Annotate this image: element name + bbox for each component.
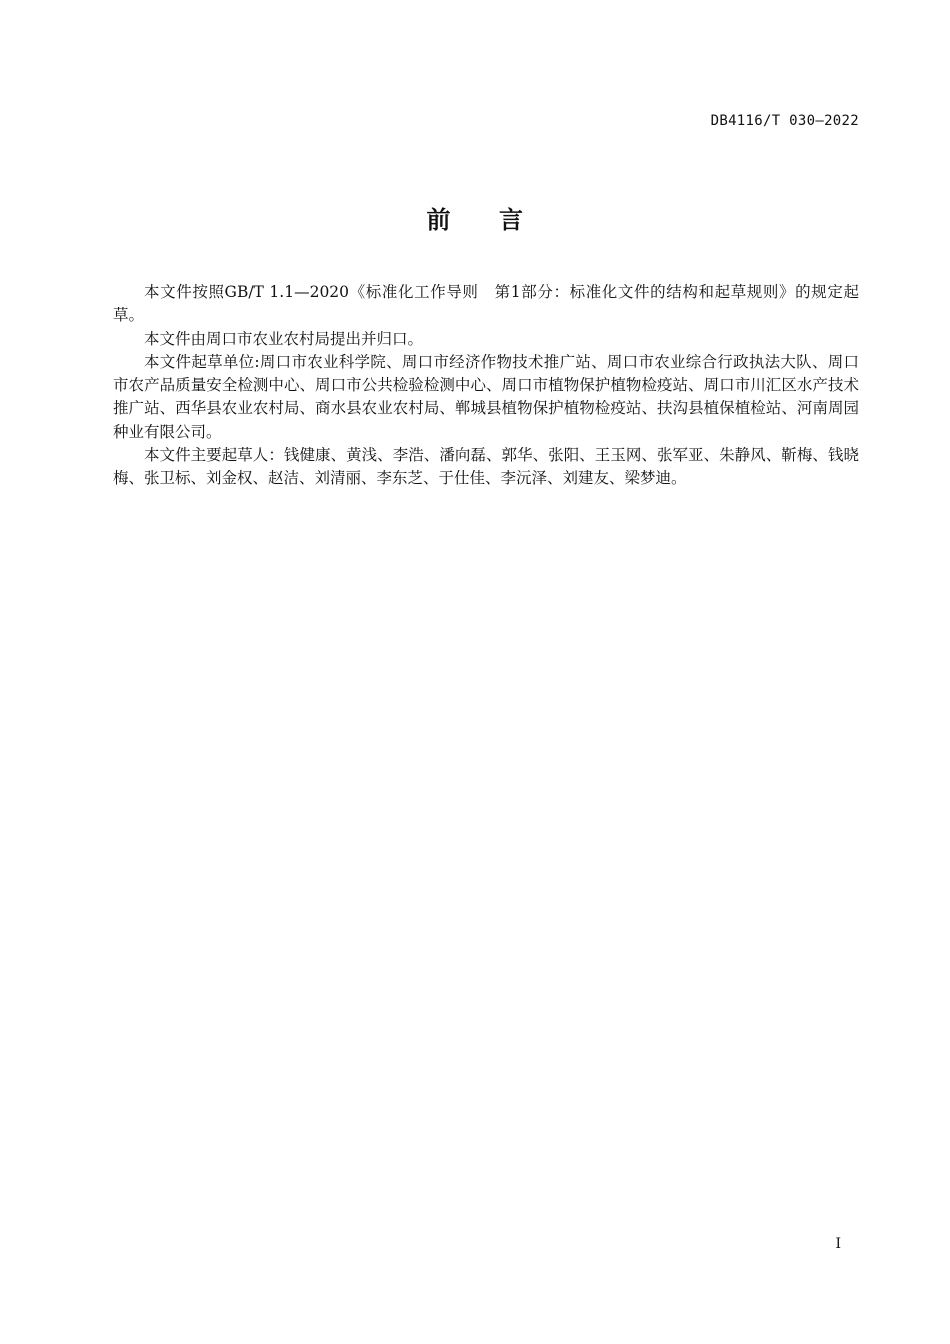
title-char-1: 前 bbox=[426, 206, 451, 234]
paragraph-drafting-units: 本文件起草单位:周口市农业科学院、周口市经济作物技术推广站、周口市农业综合行政执法大队、周口市农产品质量安全检测中心、周口市公共检验检测中心、周口市植物保护植物检疫站、周口市川汇区水产技术推广站、西华县农业农村局、商水县农业农村局、郸城县植物保护植物检疫站、扶沟县植保植检站、河南周园种业有限公司。 bbox=[113, 352, 859, 441]
page-number: I bbox=[835, 1236, 841, 1252]
title-char-2: 言 bbox=[499, 206, 524, 234]
document-code: DB4116/T 030—2022 bbox=[710, 113, 859, 129]
paragraph-drafters: 本文件主要起草人：钱健康、黄浅、李浩、潘向磊、郭华、张阳、王玉网、张军亚、朱静风、靳梅、钱晓梅、张卫标、刘金权、赵洁、刘清丽、李东芝、于仕佳、李沅泽、刘建友、梁梦迪。 bbox=[113, 446, 859, 488]
paragraph-proposer: 本文件由周口市农业农村局提出并归口。 bbox=[144, 329, 424, 348]
foreword-body bbox=[113, 281, 859, 491]
page-title bbox=[0, 200, 950, 235]
paragraph-drafting-basis: 本文件按照GB/T 1.1—2020《标准化工作导则 第1部分：标准化文件的结构和起草规则》的规定起草。 bbox=[113, 283, 859, 325]
